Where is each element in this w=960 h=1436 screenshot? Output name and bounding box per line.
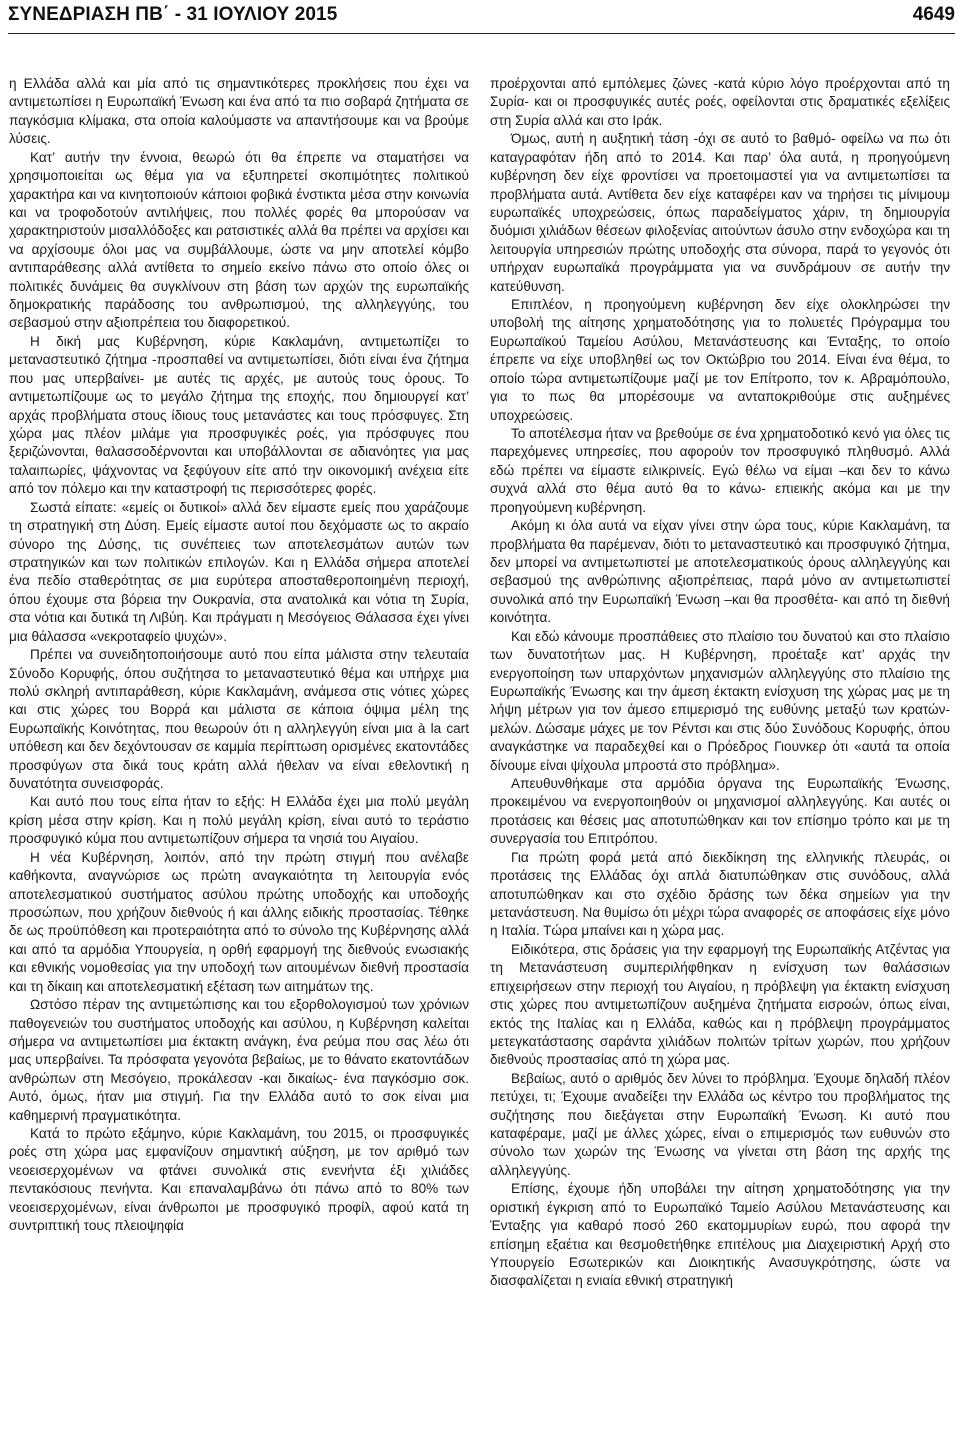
paragraph: η Ελλάδα αλλά και μία από τις σημαντικότερες προκλήσεις που έχει να αντιμετωπίσει η Ευρωπαϊκή Ένωση και ένα από τα πιο σοβαρά ζητήματα σε παγκόσμια κλίμακα, στα οποία καλούμαστε να απαντήσουμε και να βρούμε λύσεις.	[9, 76, 469, 147]
paragraph: Επίσης, έχουμε ήδη υποβάλει την αίτηση χρηματοδότησης για την οριστική έγκριση από το Ευρωπαϊκό Ταμείο Ασύλου Μετανάστευσης και Ένταξης για καθαρό ποσό 260 εκατομμυρίων ευρώ, που αφορά την επίσημη εξαέτια και θεσμοθετήθηκε επιτέλους μια Διαχειριστική Αρχή στο Υπουργείο Εσωτερικών και Διοικητικής Ανασυγκρότησης, ώστε να διασφαλίζεται η ενιαία εθνική στρατηγική	[490, 1181, 950, 1289]
paragraph: Η νέα Κυβέρνηση, λοιπόν, από την πρώτη στιγμή που ανέλαβε καθήκοντα, αναγνώρισε ως πρώτη αναγκαιότητα τη λειτουργία ενός αποτελεσματικού συστήματος ασύλου πρώτης υποδοχής και υποδοχής προσώπων, που χρήζουν διεθνούς ή και άλλης ειδικής προστασίας. Τέθηκε δε ως προϋπόθεση και προτεραιότητα από το σύνολο της Κυβέρνησης αλλά και από τα αρμόδια Υπουργεία, η ορθή εφαρμογή της διεθνούς ενωσιακής και εθνικής νομοθεσίας για την υποδοχή των αιτουμένων διεθνή προστασία και τη δίκαιη και αποτελεσματική εξέταση των αιτημάτων της.	[9, 849, 469, 994]
session-title: ΣΥΝΕΔΡΙΑΣΗ ΠΒ΄ - 31 ΙΟΥΛΙΟΥ 2015	[8, 4, 338, 25]
paragraph: Κατ’ αυτήν την έννοια, θεωρώ ότι θα έπρεπε να σταματήσει να χρησιμοποιείται ως θέμα για να εξυπηρετεί σκοπιμότητες πολιτικού χαρακτήρα και να κινητοποιούν κάποιοι φοβικά ένστικτα μέσα στην κοινωνία και να τροφοδοτούν αντιλήψεις, που πολλές φορές θα μπορούσαν να χαρακτηριστούν μισαλλόδοξες και ρατσιστικές αλλά θα πρέπει να αρχίσει και να αρχίσουμε όλοι μας να συμβάλλουμε, ώστε να μην αποτελεί κόμβο αντιπαράθεσης αλλά αντίθετα το σημείο εκείνο πάνω στο οποίο όλες οι πολιτικές δυνάμεις θα συγκλίνουν στη βάση των αρχών της ευρωπαϊκής δημοκρατικής παράδοσης του ανθρωπισμού, της αλληλεγγύης, του σεβασμού στην αξιοπρέπεια του διαφορετικού.	[9, 149, 469, 331]
paragraph: Το αποτέλεσμα ήταν να βρεθούμε σε ένα χρηματοδοτικό κενό για όλες τις παρεχόμενες υπηρεσίες, που αφορούν τον προσφυγικό πληθυσμό. Αλλά εδώ πρέπει να είμαστε ειλικρινείς. Εγώ θέλω να είμαι –και δεν το κάνω συχνά αλλά στο θέμα αυτό θα το κάνω- επιεικής ακόμα και με την προηγούμενη κυβέρνηση.	[490, 426, 950, 515]
paragraph: Ακόμη κι όλα αυτά να είχαν γίνει στην ώρα τους, κύριε Κακλαμάνη, τα προβλήματα θα παρέμεναν, διότι το μεταναστευτικό και προσφυγικό ζήτημα, δεν μπορεί να αντιμετωπιστεί με αποτελεσματικούς όρους αλληλεγγύης και σεβασμού της ανθρώπινης αξιοπρέπειας, παρά μόνο αν αντιμετωπιστεί συνολικά από την Ευρωπαϊκή Ένωση –και θα προσθέτα- και από τη διεθνή κοινότητα.	[490, 518, 950, 626]
paragraph: Και εδώ κάνουμε προσπάθειες στο πλαίσιο του δυνατού και στο πλαίσιο των δυνατοτήτων μας. Η Κυβέρνηση, προέταξε κατ’ αρχάς την ενεργοποίηση των υπαρχόντων μηχανισμών αλληλεγγύης στο πλαίσιο της Ευρωπαϊκής Ένωσης και την άμεση έκτακτη ενίσχυση της χώρας μας με τη λήψη μέτρων για τον άμεσο επιμερισμό της ευθύνης μεταξύ των κρατών-μελών. Δώσαμε μάχες με τον Ρέντσι και στις δύο Συνόδους Κορυφής, όπου αναγκάστηκε να παραδεχθεί και ο Πρόεδρος Γιουνκερ ότι «αυτά τα οποία δίνουμε είναι ψίχουλα μπροστά στο πρόβλημα».	[490, 628, 950, 773]
paragraph: Απευθυνθήκαμε στα αρμόδια όργανα της Ευρωπαϊκής Ένωσης, προκειμένου να ενεργοποιηθούν οι μηχανισμοί αλληλεγγύης. Και αυτές οι προτάσεις και θέσεις μας αποτυπώθηκαν και τον επίσημο τρόπο και με τη συνεργασία του Επιτρόπου.	[490, 776, 950, 847]
paragraph: Για πρώτη φορά μετά από διεκδίκηση της ελληνικής πλευράς, οι προτάσεις της Ελλάδας όχι απλά διατυπώθηκαν στις συνόδους, αλλά αποτυπώθηκαν και στο σχέδιο δράσης των δέκα σημείων για την μετανάστευση. Να θυμίσω ότι μέχρι τώρα αναφορές σε αποφάσεις είχε μόνο η Ιταλία. Τώρα μπαίνει και η χώρα μας.	[490, 849, 950, 939]
page-header	[8, 4, 955, 34]
paragraph: Όμως, αυτή η αυξητική τάση -όχι σε αυτό το βαθμό- οφείλω να πω ότι καταγραφόταν ήδη από το 2014. Και παρ’ όλα αυτά, η προηγούμενη κυβέρνηση δεν είχε φροντίσει να προετοιμαστεί για να αντιμετωπίσει τα προβλήματα αυτά. Αντίθετα δεν είχε καταφέρει καν να τηρήσει τις μίνιμουμ ευρωπαϊκές υποχρεώσεις, όπως παραδείγματος χάριν, τη δημιουργία δυόμισι χιλιάδων θέσεων φιλοξενίας αιτούντων άσυλο στην ενδοχώρα και τη λειτουργία υπηρεσιών πρώτης υποδοχής στα σύνορα, παρά το γεγονός ότι υπήρχαν ευρωπαϊκά προγράμματα για να συνδράμουν σε αυτήν την κατεύθυνση.	[490, 131, 950, 294]
header-rule	[8, 33, 955, 34]
paragraph: Σωστά είπατε: «εμείς οι δυτικοί» αλλά δεν είμαστε εμείς που χαράζουμε τη στρατηγική στη Δύση. Εμείς είμαστε αυτοί που δεχόμαστε ως το ακραίο σύνορο της Δύσης, τις συνέπειες των αποτελεσμάτων αυτών των στρατηγικών και των πολιτικών επιλογών. Και η Ελλάδα σήμερα αποτελεί ένα πεδίο σταθερότητας σε μια ευρύτερα αποσταθεροποιημένη περιοχή, όπου έχουμε στα βόρεια την Ουκρανία, στα ανατολικά και νότια τη Συρία, στα νότια και δυτικά τη Λιβύη. Και πράγματι η Μεσόγειος Θάλασσα έχει γίνει μια θάλασσα «νεκροταφείο ψυχών».	[9, 499, 469, 644]
paragraph: Βεβαίως, αυτό ο αριθμός δεν λύνει το πρόβλημα. Έχουμε δηλαδή πλέον πετύχει, τι; Έχουμε αναδείξει την Ελλάδα ως κέντρο του προβλήματος της συζήτησης που διεξάγεται στην Ευρωπαϊκή Ένωση. Κι αυτό που καταφέραμε, μαζί με άλλες χώρες, είναι ο επιμερισμός των ευθυνών στο σύνολο των χωρών της Ένωσης να γίνεται στη βάση της αρχής της αλληλεγγύης.	[490, 1070, 950, 1178]
paragraph: Η δική μας Κυβέρνηση, κύριε Κακλαμάνη, αντιμετωπίζει το μεταναστευτικό ζήτημα -προσπαθεί να αντιμετωπίσει, διότι είναι ένα ζήτημα που μας υπερβαίνει- με αυτές τις αρχές, με αυτούς τους όρους. Το αντιμετωπίζουμε ως το μεγάλο ζήτημα της εποχής, που δημιουργεί κατ’ αρχάς προβλήματα στους ίδιους τους μετανάστες και τους πρόσφυγες. Στη χώρα μας πλέον μιλάμε για προσφυγικές ροές, για πρόσφυγες που ξεριζώνονται, θαλασσοδέρνονται και υποβάλλονται σε αδιανόητες για μας ταλαιπωρίες, ψάχνοντας να ξεφύγουν είτε από την οικονομική ανέχεια είτε από τον πόλεμο και την καταστροφή τις περισσότερες φορές.	[9, 333, 469, 497]
paragraph: Και αυτό που τους είπα ήταν το εξής: Η Ελλάδα έχει μια πολύ μεγάλη κρίση μέσα στην κρίση. Και η πολύ μεγάλη κρίση, είναι αυτό το τεράστιο προσφυγικό κύμα που αντιμετωπίζουν σήμερα τα νησιά του Αιγαίου.	[9, 794, 469, 847]
paragraph: προέρχονται από εμπόλεμες ζώνες -κατά κύριο λόγο προέρχονται από τη Συρία- και οι προσφυγικές αυτές ροές, οφείλονται στις δραματικές εξελίξεις στη Συρία αλλά και στο Ιράκ.	[490, 76, 950, 128]
paragraph: Ειδικότερα, στις δράσεις για την εφαρμογή της Ευρωπαϊκής Ατζέντας για τη Μετανάστευση συμπεριλήφθηκαν η ενίσχυση των θαλάσσιων επιχειρήσεων στην περιοχή του Αιγαίου, η πρόβλεψη για έκτακτη ενίσχυση στις χώρες που αντιμετωπίζουν αυξημένα ζητήματα εισροών, όπως είναι, εκτός της Ιταλίας και η Ελλάδα, καθώς και η πρόβλεψη προγράμματος μετεγκατάστασης σαράντα χιλιάδων πολιτών τρίτων χωρών, που χρήζουν διεθνούς προστασίας από τη χώρα μας.	[490, 941, 950, 1068]
right-column	[490, 75, 950, 1430]
page-number: 4649	[912, 4, 955, 25]
left-column	[9, 75, 469, 1430]
paragraph: Κατά το πρώτο εξάμηνο, κύριε Κακλαμάνη, του 2015, οι προσφυγικές ροές στη χώρα μας εμφανίζουν σημαντική αύξηση, με τον αριθμό των νεοεισερχομένων να φτάνει συνολικά στις ενενήντα έξι χιλιάδες πεντακόσιους πενήντα. Και επαναλαμβάνω ότι πάνω από το 80% των νεοεισερχομένων, είναι άνθρωποι με προσφυγικό προφίλ, αφού κατά τη συντριπτική τους πλειοψηφία	[9, 1126, 469, 1234]
paragraph: Επιπλέον, η προηγούμενη κυβέρνηση δεν είχε ολοκληρώσει την υποβολή της αίτησης χρηματοδότησης για το πολυετές Πρόγραμμα του Ευρωπαϊκού Ταμείου Ασύλου, Μετανάστευσης και Ένταξης, το οποίο έπρεπε να είχε υποβληθεί ως τον Οκτώβριο του 2014. Είναι ένα θέμα, το οποίο τώρα αντιμετωπίζουμε μαζί με τον Επίτροπο, τον κ. Αβραμόπουλο, για το πως θα μπορέσουμε να ανταποκριθούμε στις αυξημένες υποχρεώσεις.	[490, 297, 950, 423]
paragraph: Πρέπει να συνειδητοποιήσουμε αυτό που είπα μάλιστα στην τελευταία Σύνοδο Κορυφής, όπου συζήτησα το μεταναστευτικό θέμα και υπήρχε μια πολύ σκληρή αντιπαράθεση, κύριε Κακλαμάνη, ανάμεσα στις νότιες χώρες και στις χώρες του Βορρά και μάλιστα σε κάποια όψιμα μέλη της Ευρωπαϊκής Κοινότητας, που θεωρούν ότι η αλληλεγγύη είναι μια à la cart υπόθεση και δεν δεχόντουσαν σε καμμία περίπτωση ορισμένες εκατοντάδες προσφύγων στα δικά τους κράτη αλλά ήθελαν να είναι εθελοντική η δυνατότητα συνεισφοράς.	[9, 647, 469, 792]
paragraph: Ωστόσο πέραν της αντιμετώπισης και του εξορθολογισμού των χρόνιων παθογενειών του συστήματος υποδοχής και ασύλου, η Κυβέρνηση καλείται σήμερα να αντιμετωπίσει μια έκτακτη ανάγκη, ένα ρεύμα που σας λέω ότι μας υπερβαίνει. Τα πρόσφατα γεγονότα βεβαίως, με το θάνατο εκατοντάδων ανθρώπων στη Μεσόγειο, προκάλεσαν -και δικαίως- ένα παγκόσμιο σοκ. Αυτό, όμως, ήταν μια στιγμή. Για την Ελλάδα αυτό το σοκ είναι μια καθημερινή πραγματικότητα.	[9, 997, 469, 1123]
